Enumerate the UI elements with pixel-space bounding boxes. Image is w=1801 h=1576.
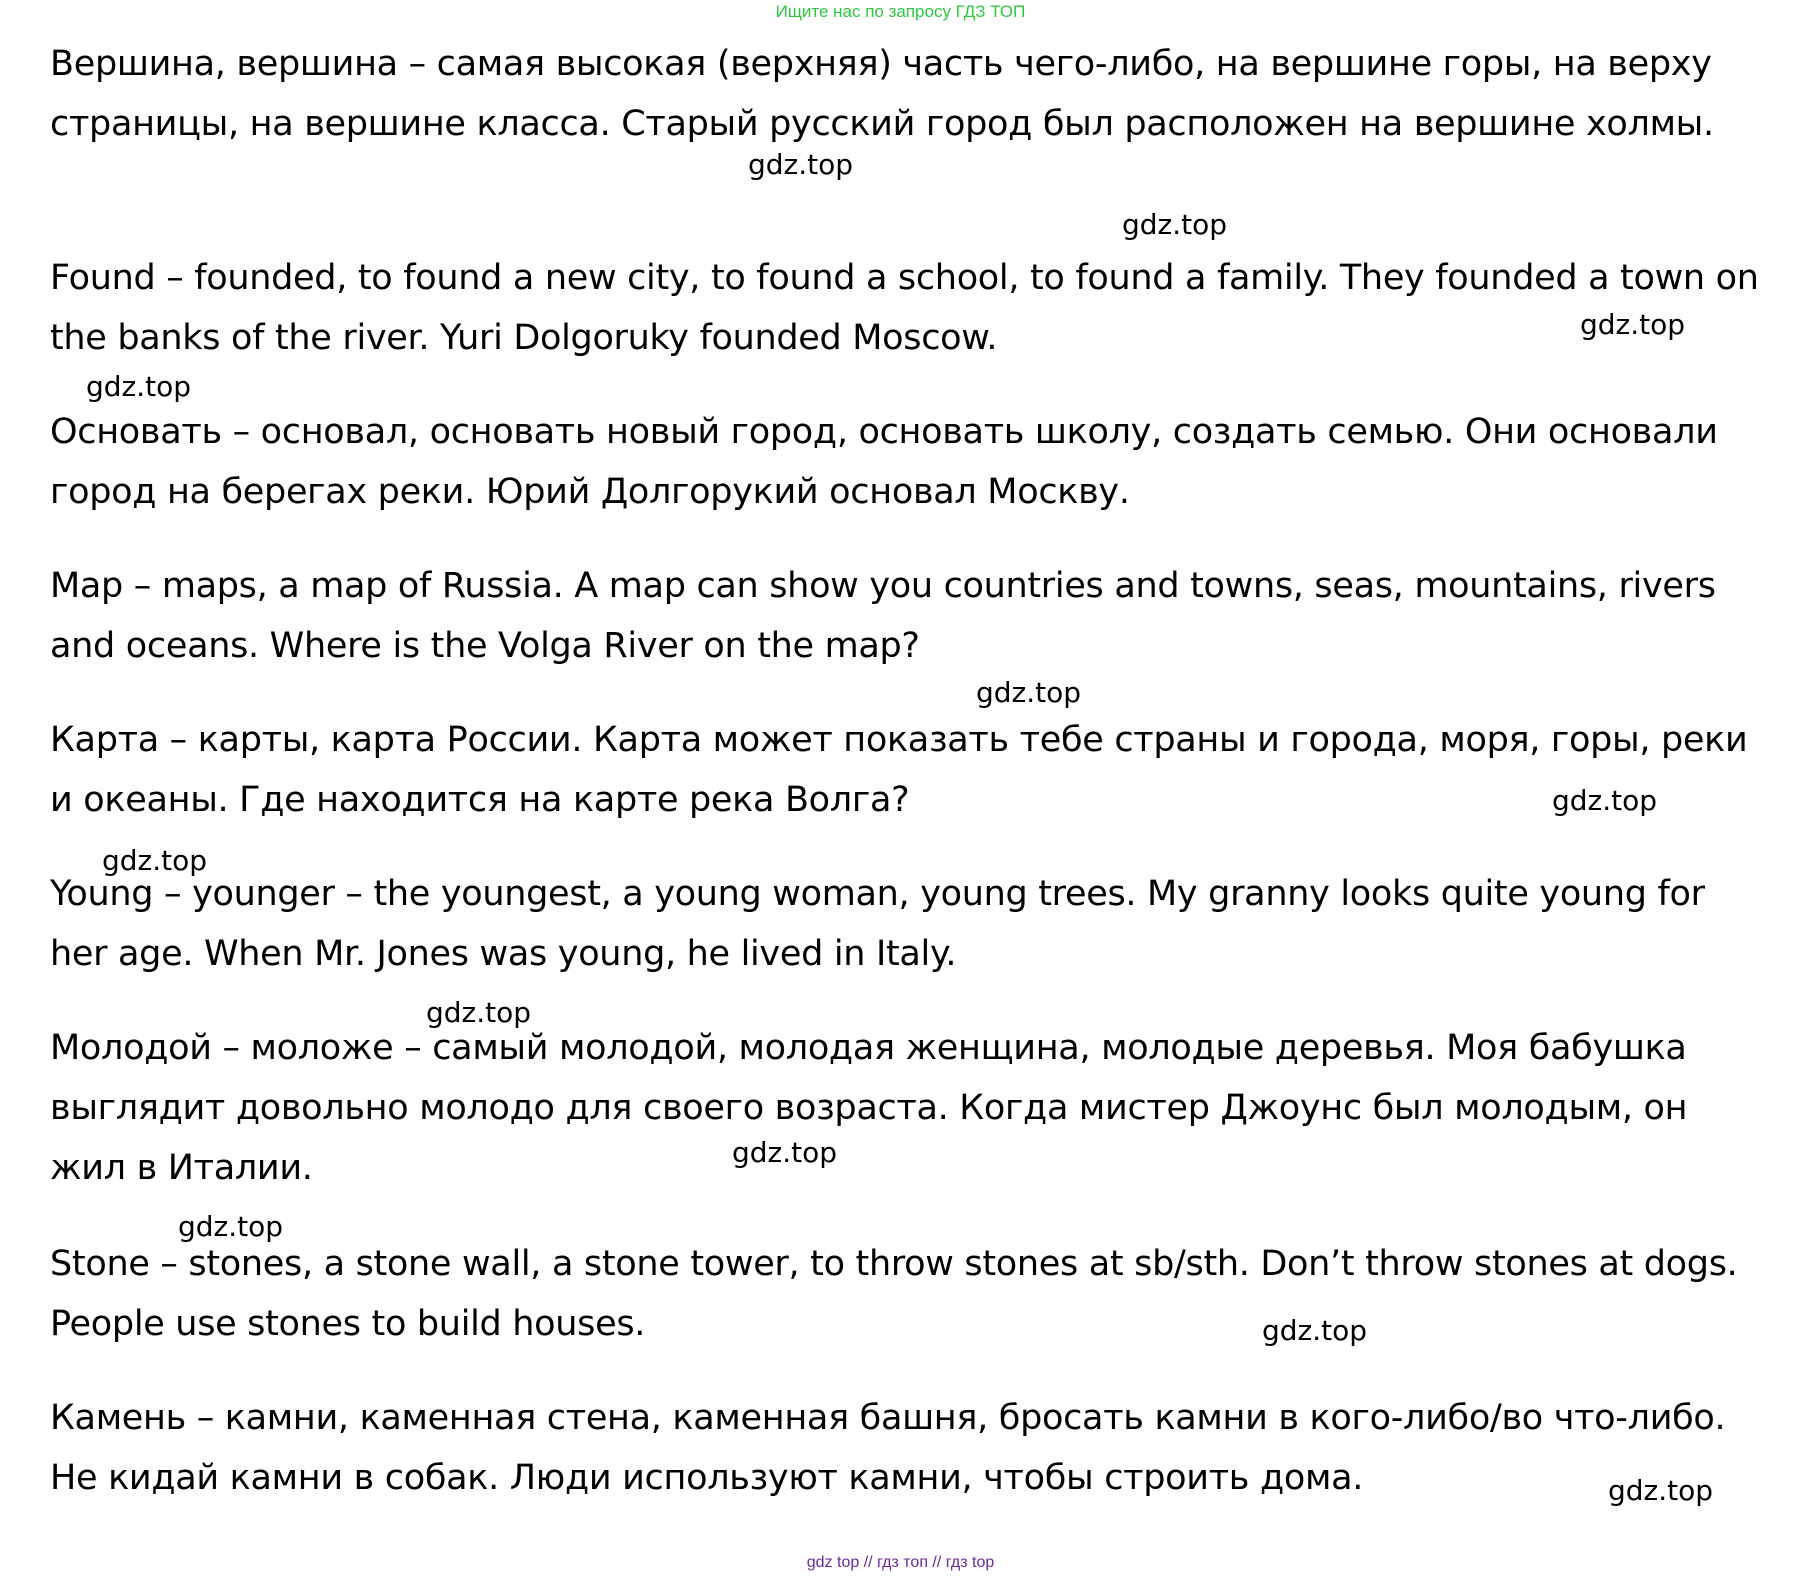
paragraph-young-en: Young – younger – the youngest, a young woman, young trees. My granny looks quite young for her age. When Mr. Jones was young, he lived in Italy. bbox=[50, 874, 1705, 974]
watermark: gdz.top bbox=[102, 844, 208, 877]
top-banner: Ищите нас по запросу ГДЗ ТОП bbox=[775, 2, 1026, 21]
paragraph-vershina-ru: Вершина, вершина – самая высокая (верхняя) часть чего-либо, на вершине горы, на верху страницы, на вершине класса. Старый русский город был расположен на вершине холмы. bbox=[50, 44, 1714, 144]
watermark: gdz.top bbox=[1262, 1314, 1368, 1347]
watermark: gdz.top bbox=[732, 1136, 838, 1169]
watermark: gdz.top bbox=[1552, 784, 1658, 817]
watermark: gdz.top bbox=[426, 996, 532, 1029]
paragraph-osnovat-ru: Основать – основал, основать новый город, основать школу, создать семью. Они основали город на берегах реки. Юрий Долгорукий основал Москву. bbox=[50, 412, 1718, 512]
watermark: gdz.top bbox=[748, 148, 854, 181]
watermark: gdz.top bbox=[976, 676, 1082, 709]
watermark: gdz.top bbox=[1580, 308, 1686, 341]
paragraph-molodoy-ru: Молодой – моложе – самый молодой, молодая женщина, молодые деревья. Моя бабушка выглядит довольно молодо для своего возраста. Когда мистер Джоунс был молодым, он жил в Италии. bbox=[50, 1028, 1688, 1188]
paragraph-stone-en: Stone – stones, a stone wall, a stone tower, to throw stones at sb/sth. Don’t throw stones at dogs. People use stones to build houses. bbox=[50, 1244, 1738, 1344]
watermark: gdz.top bbox=[178, 1210, 284, 1243]
paragraph-map-en: Map – maps, a map of Russia. A map can show you countries and towns, seas, mountains, rivers and oceans. Where is the Volga River on the map? bbox=[50, 566, 1716, 666]
paragraph-found-en: Found – founded, to found a new city, to found a school, to found a family. They founded a town on the banks of the river. Yuri Dolgoruky founded Moscow. bbox=[50, 258, 1759, 358]
watermark: gdz.top bbox=[86, 370, 192, 403]
footer-links: gdz top // гдз топ // гдз top bbox=[806, 1554, 995, 1571]
paragraph-karta-ru: Карта – карты, карта России. Карта может показать тебе страны и города, моря, горы, реки и океаны. Где находится на карте река Волга? bbox=[50, 720, 1748, 820]
paragraph-kamen-ru: Камень – камни, каменная стена, каменная башня, бросать камни в кого-либо/во что-либо. Не кидай камни в собак. Люди используют камни, чтобы строить дома. bbox=[50, 1398, 1726, 1498]
watermark: gdz.top bbox=[1122, 208, 1228, 241]
watermark: gdz.top bbox=[1608, 1474, 1714, 1507]
